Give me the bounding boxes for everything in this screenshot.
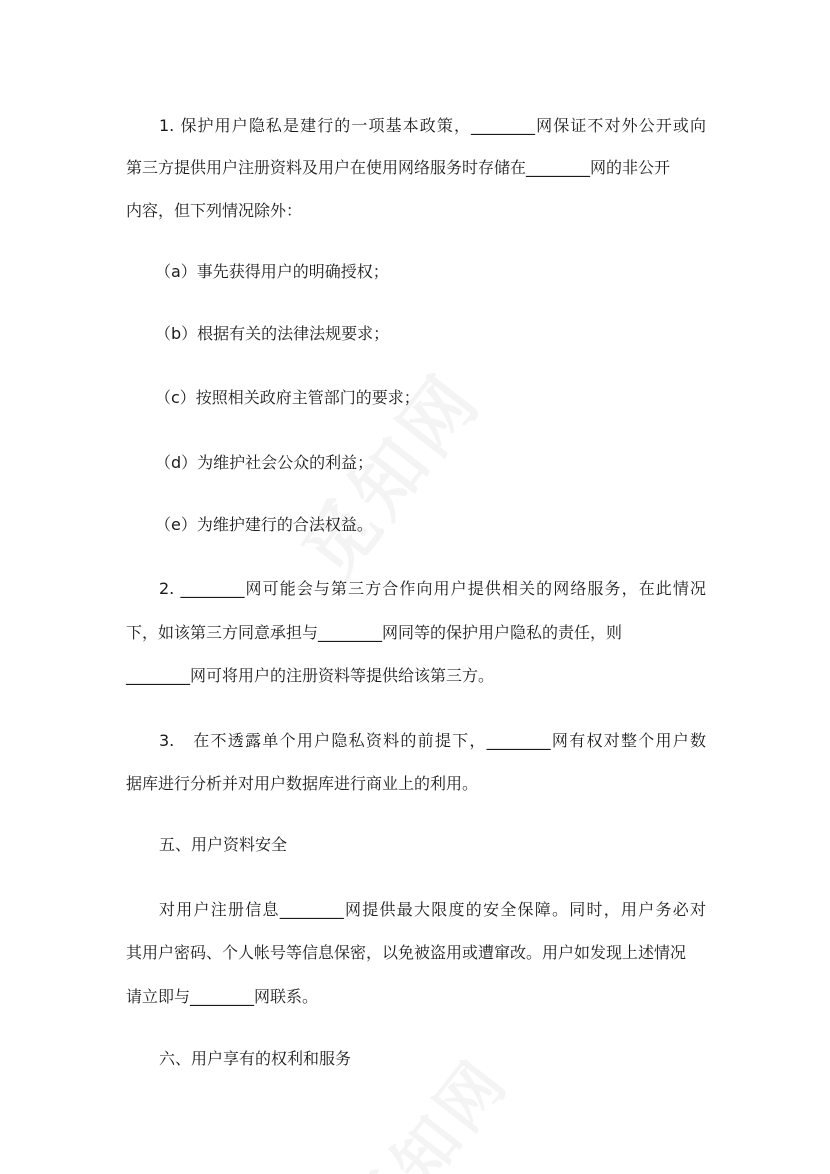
section-heading-6-text: 六、用户享有的权利和服务 bbox=[159, 1049, 352, 1068]
paragraph-3-line-1-wrap bbox=[126, 727, 706, 754]
section-heading-5-text: 五、用户资料安全 bbox=[159, 835, 288, 854]
paragraph-4-line-3-wrap bbox=[126, 983, 706, 1010]
paragraph-3-line-2: 据库进行分析并对用户数据库进行商业上的利用。 bbox=[126, 774, 479, 793]
paragraph-4-line-1-wrap bbox=[126, 896, 706, 923]
list-item-b-text: （b）根据有关的法律法规要求； bbox=[155, 324, 390, 343]
paragraph-4-line-3: 请立即与________网联系。 bbox=[126, 987, 319, 1006]
section-heading-5 bbox=[159, 831, 287, 858]
watermark-bottom bbox=[330, 1060, 530, 1174]
section-heading-6 bbox=[159, 1045, 351, 1072]
paragraph-4-line-1: 对用户注册信息________网提供最大限度的安全保障。同时，用户务必对 bbox=[159, 900, 706, 919]
paragraph-3-line-1: 3. 在不透露单个用户隐私资料的前提下，________网有权对整个用户数 bbox=[159, 731, 706, 750]
paragraph-4-line-2: 其用户密码、个人帐号等信息保密，以免被盗用或遭窜改。用户如发现上述情况 bbox=[126, 943, 687, 962]
list-item-d-text: （d）为维护社会公众的利益； bbox=[155, 453, 374, 472]
paragraph-2-line-3: ________网可将用户的注册资料等提供给该第三方。 bbox=[126, 666, 495, 685]
paragraph-2-line-1-wrap bbox=[126, 575, 706, 602]
watermark-text-bottom bbox=[330, 1060, 526, 1174]
list-item-c bbox=[155, 384, 420, 411]
paragraph-1-line-3-wrap bbox=[126, 197, 706, 224]
paragraph-3-line-2-wrap bbox=[126, 770, 706, 797]
list-item-d bbox=[155, 449, 373, 476]
paragraph-2-line-3-wrap bbox=[126, 662, 706, 689]
paragraph-1 bbox=[126, 112, 706, 139]
paragraph-1-line-3: 内容，但下列情况除外： bbox=[126, 201, 303, 220]
list-item-b bbox=[155, 320, 389, 347]
list-item-a bbox=[155, 258, 389, 285]
paragraph-2-line-1: 2. ________网可能会与第三方合作向用户提供相关的网络服务，在此情况 bbox=[159, 579, 706, 598]
paragraph-1-line-2-wrap bbox=[126, 154, 706, 181]
paragraph-4-line-2-wrap bbox=[126, 939, 706, 966]
list-item-e-text: （e）为维护建行的合法权益。 bbox=[155, 515, 373, 534]
paragraph-1-line-2: 第三方提供用户注册资料及用户在使用网络服务时存储在________网的非公开 bbox=[126, 158, 671, 177]
list-item-a-text: （a）事先获得用户的明确授权； bbox=[155, 262, 389, 281]
paragraph-2-line-2-wrap bbox=[126, 619, 706, 646]
paragraph-1-line-1: 1. 保护用户隐私是建行的一项基本政策，________网保证不对外公开或向 bbox=[159, 116, 706, 135]
paragraph-2-line-2: 下，如该第三方同意承担与________网同等的保护用户隐私的责任，则 bbox=[126, 623, 623, 642]
list-item-e bbox=[155, 511, 373, 538]
list-item-c-text: （c）按照相关政府主管部门的要求； bbox=[155, 388, 420, 407]
